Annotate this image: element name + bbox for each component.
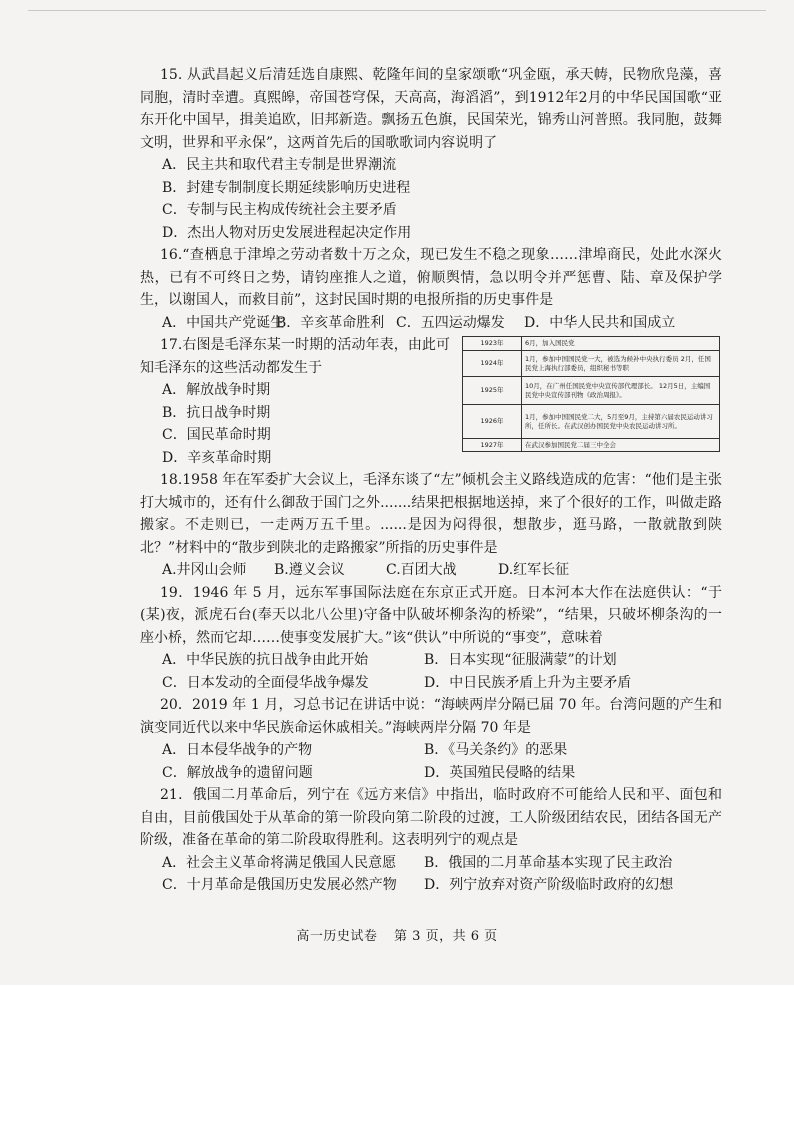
option-d: D．杰出人物对历史发展进程起决定作用 (162, 224, 412, 241)
event-cell: 6月，加入国民党 (522, 337, 720, 351)
option-d: D．中华人民共和国成立 (524, 314, 676, 331)
question-stem: 17.右图是毛泽东某一时期的活动年表，由此可知毛泽东的这些活动都发生于 (140, 337, 450, 376)
option-c: C．日本发动的全面侵华战争爆发 (162, 674, 369, 691)
question-21 (140, 784, 722, 897)
question-stem: 16.“查栖息于津埠之劳动者数十万之众，现已发生不稳之现象……津埠商民，处此水深火热，已有不可终日之势，请钧座推人之道，俯顺舆情，急以明令并严惩曹、陆、章及保护学生，以谢国人，而救目前”，这封民国时期的电报所指的历史事件是 (140, 247, 722, 308)
footer-page-number: 第 3 页，共 6 页 (394, 929, 498, 944)
option-c: C．解放战争的遗留问题 (162, 764, 313, 781)
options-grid (162, 649, 722, 694)
option-d: D．列宁放弃对资产阶级临时政府的幻想 (424, 877, 674, 893)
option-c: C．国民革命时期 (162, 427, 271, 443)
option-b: B．俄国的二月革命基本实现了民主政治 (424, 854, 673, 871)
option-b: B．《马关条约》的恶果 (424, 742, 568, 758)
table-row (463, 337, 720, 351)
question-stem: 20．2019 年 1 月，习总书记在讲话中说：“海峡两岸分隔已届 70 年。台湾问题的产生和演变同近代以来中华民族命运休戚相关。”海峡两岸分隔 70 年是 (140, 697, 722, 736)
question-16 (140, 244, 722, 334)
options-grid (162, 739, 722, 784)
table-row (463, 377, 720, 405)
option-b: B．抗日战争时期 (162, 404, 271, 421)
table-row (463, 439, 720, 452)
options-row (162, 559, 722, 582)
footer-title: 高一历史试卷 (296, 929, 378, 944)
options-row (162, 312, 722, 335)
event-cell: 10月，在广州任国民党中央宣传部代理部长。 12月5日，主编国民党中央宣传部刊物《政治周报》。 (522, 377, 720, 405)
option-c: C．专制与民主构成传统社会主要矛盾 (162, 202, 397, 218)
option-a: A．解放战争时期 (162, 382, 271, 398)
option-a: A．中华民族的抗日战争由此开始 (162, 652, 369, 668)
year-cell: 1923年 (463, 337, 522, 351)
question-stem: 15. 从武昌起义后清廷选自康熙、乾隆年间的皇家颂歌“巩金瓯，承天帱，民物欣凫藻，喜同胞，清时幸遭。真熙皞，帝国苍穹保，天高高，海滔滔”，到1912年2月的中华民国国歌“亚东开化中国早，揖美追欧，旧邦新造。飘扬五色旗，民国荣光，锦秀山河普照。我同胞，鼓舞文明，世界和平永保”，这两首先后的国歌歌词内容说明了 (140, 67, 722, 151)
event-cell: 在武汉参加国民党二届三中全会 (522, 439, 720, 452)
option-b: B．日本实现“征服满蒙”的计划 (424, 652, 617, 668)
option-c: C．十月革命是俄国历史发展必然产物 (162, 877, 397, 893)
option-c: C.百团大战 (386, 562, 457, 578)
year-cell: 1925年 (463, 377, 522, 405)
option-a: A．中国共产党诞生 (162, 314, 285, 331)
table-row (463, 405, 720, 439)
option-d: D.红军长征 (498, 562, 570, 578)
question-content (140, 64, 722, 897)
option-a: A．社会主义革命将满足俄国人民意愿 (162, 854, 397, 871)
question-19 (140, 582, 722, 695)
question-stem: 18.1958 年在军委扩大会议上，毛泽东谈了“左”倾机会主义路线造成的危害：“他们是主张打大城市的，还有什么御敌于国门之外.......结果把根据地送掉，来了个很好的工作，叫做走路搬家。不走则已，一走两万五千里。......是因为闷得很，想散步，逛马路，一散就散到陕北？”材料中的“散步到陕北的走路搬家”所指的历史事件是 (140, 472, 722, 556)
option-d: D．英国殖民侵略的结果 (424, 764, 576, 781)
event-cell: 1月，参加中国国民党二大，5月至9月，主持第六届农民运动讲习所，任所长。在武汉创办国民党中央农民运动讲习所。 (522, 405, 720, 439)
option-d: D．中日民族矛盾上升为主要矛盾 (424, 674, 632, 691)
page-footer (0, 925, 794, 944)
option-d: D．辛亥革命时期 (162, 449, 272, 466)
year-cell: 1926年 (463, 405, 522, 439)
option-b: B.遵义会议 (274, 562, 345, 578)
option-b: B．封建专制制度长期延续影响历史进程 (162, 179, 411, 196)
question-stem: 19．1946 年 5 月，远东军事国际法庭在东京正式开庭。日本河本大作在法庭供认：“于(某)夜，派虎石台(奉天以北八公里)守备中队破坏柳条沟的桥梁”，“结果，只破坏柳条沟的一座小桥，然而它却……使事变发展扩大。”该“供认”中所说的“事变”，意味着 (140, 584, 722, 646)
question-stem: 21．俄国二月革命后，列宁在《远方来信》中指出，临时政府不可能给人民和平、面包和自由，目前俄国处于从革命的第一阶段向第二阶段的过渡，工人阶级团结农民，团结各国无产阶级，准备在革命的第二阶段取得胜利。这表明列宁的观点是 (140, 787, 722, 848)
question-15 (140, 64, 722, 244)
event-cell: 1月，参加中国国民党一大，被选为候补中央执行委员 2月，任国民党上海执行部委员，组织秘书等职 (522, 351, 720, 377)
option-a: A．日本侵华战争的产物 (162, 742, 313, 758)
year-cell: 1927年 (463, 439, 522, 452)
options-grid (162, 852, 722, 897)
year-cell: 1924年 (463, 351, 522, 377)
option-b: B．辛亥革命胜利 (276, 314, 385, 331)
page-top-edge (28, 10, 766, 11)
question-18 (140, 469, 722, 582)
question-20 (140, 694, 722, 784)
timeline-table (462, 336, 720, 452)
option-c: C．五四运动爆发 (396, 314, 505, 331)
question-17 (140, 334, 722, 469)
option-a: A．民主共和取代君主专制是世界潮流 (162, 157, 397, 173)
option-a: A.井冈山会师 (162, 562, 247, 578)
table-row (463, 351, 720, 377)
